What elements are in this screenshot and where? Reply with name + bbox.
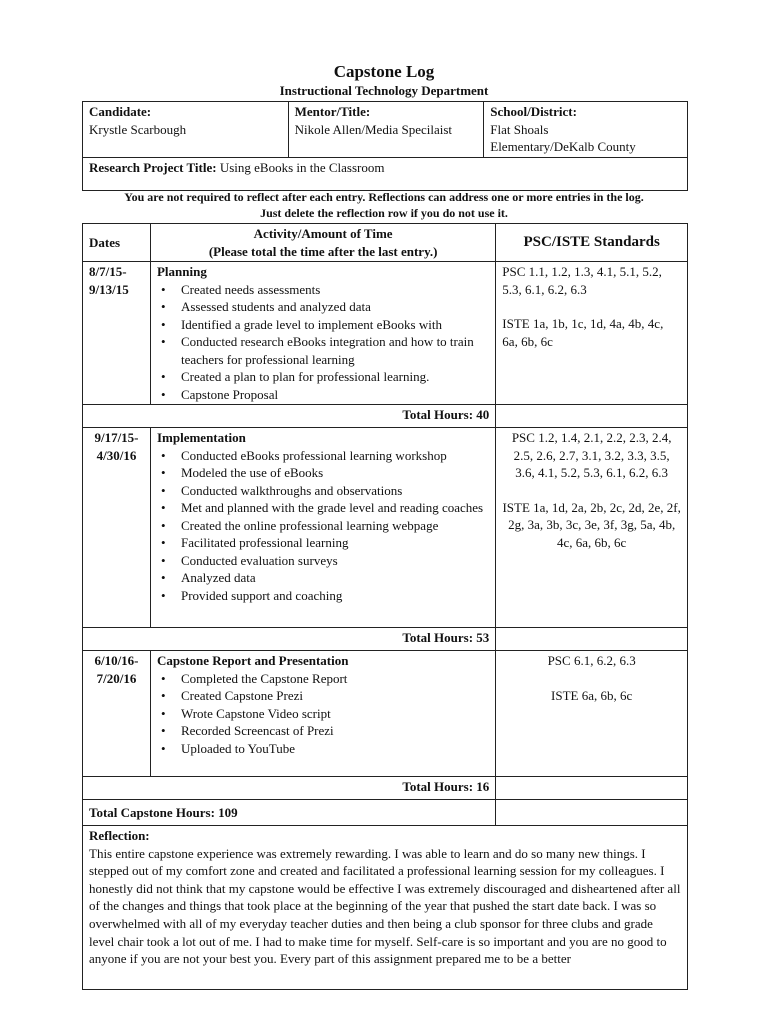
entry-end-date: 7/20/16 — [96, 670, 137, 686]
list-item: • Created needs assessments — [157, 281, 489, 299]
entry-standards — [496, 262, 688, 405]
capstone-log-table — [82, 223, 688, 990]
candidate-name: Krystle Scarbough — [89, 121, 187, 137]
entry-total-hours: Total Hours: 40 — [83, 405, 496, 428]
column-header-activity-line-1: Activity/Amount of Time — [253, 226, 393, 241]
entry-heading: Capstone Report and Presentation — [156, 653, 349, 668]
entry-activity — [150, 428, 495, 628]
psc-standards: PSC 1.2, 1.4, 2.1, 2.2, 2.3, 2.4, 2.5, 2.6, 2.7, 3.1, 3.2, 3.3, 3.5, 3.6, 4.1, 5.2, 5.3, 6.1, 6.2, 6.3 — [511, 430, 672, 480]
entry-end-date: 4/30/16 — [96, 447, 137, 463]
psc-standards: PSC 1.1, 1.2, 1.3, 4.1, 5.1, 5.2, 5.3, 6.1, 6.2, 6.3 — [502, 264, 662, 297]
empty-cell — [496, 800, 688, 826]
instructions-line-1: You are not required to reflect after each entry. Reflections can address one or more entries in the log. — [124, 190, 644, 204]
list-item: • Conducted research eBooks integration and how to train teachers for professional learning — [157, 333, 489, 368]
list-item: • Completed the Capstone Report — [157, 670, 489, 688]
list-item: • Provided support and coaching — [157, 587, 489, 605]
list-item: • Created a plan to plan for professional learning. — [157, 368, 489, 386]
entry-standards — [496, 428, 688, 628]
entry-start-date: 6/10/16- — [94, 653, 139, 668]
entry-heading: Implementation — [156, 430, 246, 445]
column-header-activity — [150, 224, 495, 262]
list-item: • Conducted eBooks professional learning workshop — [157, 447, 489, 465]
page-title: Capstone Log — [333, 62, 435, 81]
iste-standards: ISTE 1a, 1b, 1c, 1d, 4a, 4b, 4c, 6a, 6b, 6c — [502, 316, 664, 349]
list-item: • Conducted evaluation surveys — [157, 552, 489, 570]
entry-end-date: 9/13/15 — [89, 281, 129, 297]
project-title-cell — [83, 157, 688, 190]
activity-list — [157, 447, 489, 605]
list-item: • Conducted walkthroughs and observations — [157, 482, 489, 500]
list-item: • Created Capstone Prezi — [157, 687, 489, 705]
list-item: • Identified a grade level to implement eBooks with — [157, 316, 489, 334]
school-cell — [484, 102, 688, 158]
mentor-name: Nikole Allen/Media Specilaist — [294, 121, 453, 137]
instructions-note — [0, 189, 768, 221]
activity-list — [157, 281, 489, 404]
entry-heading: Planning — [156, 264, 207, 279]
list-item: • Met and planned with the grade level and reading coaches — [157, 499, 489, 517]
column-header-dates: Dates — [83, 224, 151, 262]
project-title: Using eBooks in the Classroom — [219, 159, 385, 175]
list-item: • Modeled the use of eBooks — [157, 464, 489, 482]
instructions-line-2: Just delete the reflection row if you do not use it. — [260, 206, 508, 220]
entry-total-hours: Total Hours: 16 — [83, 777, 496, 800]
entry-start-date: 8/7/15- — [89, 264, 127, 279]
entry-activity — [150, 262, 495, 405]
entry-start-date: 9/17/15- — [94, 430, 139, 445]
activity-list — [157, 670, 489, 758]
school-label: School/District: — [490, 104, 577, 119]
project-title-label: Research Project Title: — [89, 159, 217, 175]
entry-dates — [83, 651, 151, 777]
reflection-cell — [83, 826, 688, 990]
candidate-cell — [83, 102, 289, 158]
column-header-standards: PSC/ISTE Standards — [496, 224, 688, 262]
mentor-cell — [288, 102, 484, 158]
entry-total-hours: Total Hours: 53 — [83, 628, 496, 651]
candidate-label: Candidate: — [89, 104, 152, 119]
reflection-text: This entire capstone experience was extremely rewarding. I was able to learn and do so many new things. I stepped out of my comfort zone and created and facilitated a professional learning session for my colleagues. I honestly did not think that my capstone would be effective I was extremely discouraged and disheartened after all of the changes and things that took place at the beginning of the year that pushed the start date back. I was so overwhelmed with all of my everyday teacher duties and then being a club sponsor for three clubs and grade level chair took a lot out of me. I had to make time for myself. Self-care is so important and you are no good to anyone if you are not your best you. Every part of this assignment prepared me to be a better — [89, 845, 681, 967]
entry-dates — [83, 262, 151, 405]
psc-standards: PSC 6.1, 6.2, 6.3 — [547, 653, 636, 668]
school-line-1: Flat Shoals — [490, 121, 549, 137]
list-item: • Recorded Screencast of Prezi — [157, 722, 489, 740]
school-line-2: Elementary/DeKalb County — [490, 139, 636, 154]
list-item: • Assessed students and analyzed data — [157, 298, 489, 316]
mentor-label: Mentor/Title: — [294, 104, 371, 119]
column-header-activity-line-2: (Please total the time after the last entry.) — [208, 243, 438, 259]
iste-standards: ISTE 6a, 6b, 6c — [551, 687, 633, 703]
reflection-label: Reflection: — [89, 828, 150, 843]
list-item: • Capstone Proposal — [157, 386, 489, 404]
department-subtitle: Instructional Technology Department — [279, 83, 489, 98]
list-item: • Wrote Capstone Video script — [157, 705, 489, 723]
list-item: • Facilitated professional learning — [157, 534, 489, 552]
entry-activity — [150, 651, 495, 777]
list-item: • Created the online professional learning webpage — [157, 517, 489, 535]
entry-standards — [496, 651, 688, 777]
list-item: • Uploaded to YouTube — [157, 740, 489, 758]
empty-cell — [496, 405, 688, 428]
grand-total-hours: Total Capstone Hours: 109 — [83, 800, 496, 826]
empty-cell — [496, 628, 688, 651]
iste-standards: ISTE 1a, 1d, 2a, 2b, 2c, 2d, 2e, 2f, 2g, 3a, 3b, 3c, 3e, 3f, 3g, 5a, 4b, 4c, 6a, 6b, 6c — [502, 499, 681, 550]
empty-cell — [496, 777, 688, 800]
entry-dates — [83, 428, 151, 628]
info-table — [82, 101, 688, 191]
list-item: • Analyzed data — [157, 569, 489, 587]
